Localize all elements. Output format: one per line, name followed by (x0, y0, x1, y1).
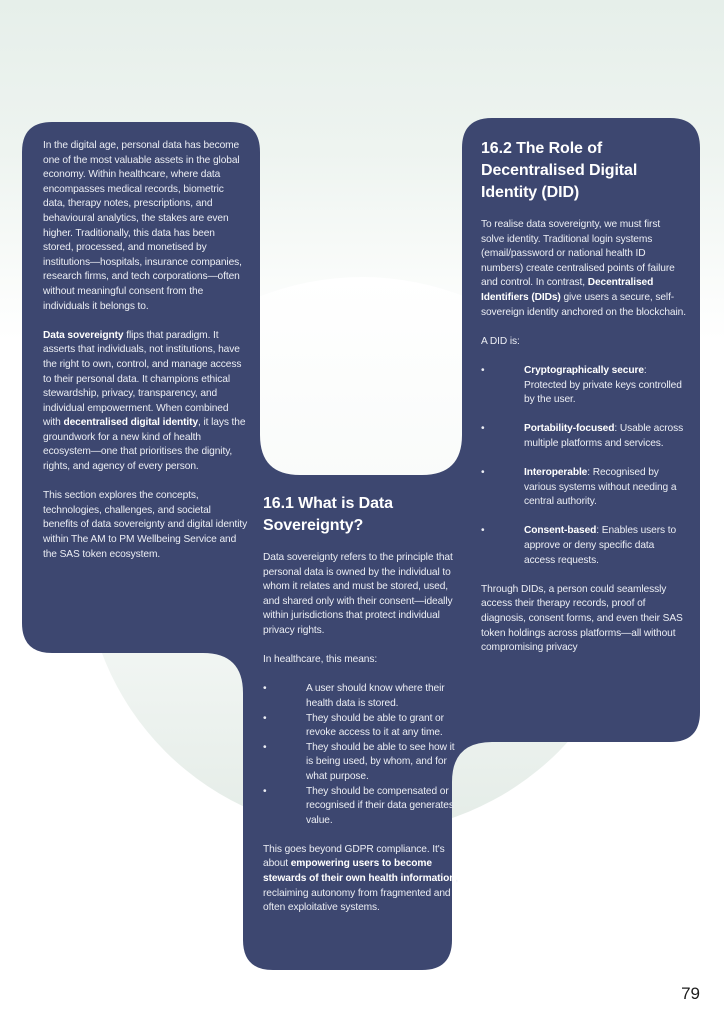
bullet-icon: • (481, 467, 485, 479)
intro-column (43, 139, 248, 577)
text: A DID is: (481, 335, 520, 347)
text: This section explores the concepts, technologies, challenges, and societal benefits of data sovereignty and digital identity within The AM to PM Wellbeing Service and the SAS token ecosystem. (43, 490, 248, 560)
bullet-icon: • (263, 712, 267, 724)
bullet-item (263, 741, 459, 785)
bullet-item (481, 466, 686, 510)
paragraph (481, 335, 686, 350)
bullet-icon: • (481, 525, 485, 537)
bold-text: decentralised digital identity (63, 417, 199, 429)
paragraph (263, 843, 459, 916)
text: A user should know where their health data is stored. (306, 683, 445, 709)
text: Data sovereignty refers to the principle that personal data is owned by the individual to whom it relates and must be stored, used, and shared only with their consent—ideally within jurisdictions that protect individual privacy rights. (263, 552, 453, 636)
text: : Usable across multiple platforms and services. (524, 423, 684, 449)
bold-text: Cryptographically secure (524, 364, 644, 376)
bold-text: Data sovereignty (43, 329, 124, 341)
text: Through DIDs, a person could seamlessly access their therapy records, proof of diagnosis, consent forms, and even their SAS token holdings across platforms—all without compromising privacy (481, 583, 683, 654)
text: This goes beyond GDPR compliance. It's about (263, 843, 445, 870)
paragraph (43, 489, 248, 562)
bullet-item (263, 785, 459, 829)
text: To realise data sovereignty, we must first solve identity. Traditional login systems (email/password or national health ID numbers) create centralised points of failure and control. In contrast, (481, 219, 675, 289)
text: : Enables users to approve or deny specific data access requests. (524, 525, 677, 566)
bullet-icon: • (263, 785, 267, 797)
section-heading: 16.2 The Role of Decentralised Digital Identity (DID) (481, 140, 638, 201)
bold-text: Interoperable (524, 467, 588, 479)
bullet-icon: • (263, 741, 267, 753)
text: , reclaiming autonomy from fragmented and often exploitative systems. (263, 873, 459, 914)
text: : Recognised by various systems without needing a central authority. (524, 467, 677, 508)
text: : Protected by private keys controlled by the user. (524, 364, 682, 406)
section-16-1 (263, 493, 459, 930)
bullet-item (481, 524, 686, 568)
text: , it lays the groundwork for a new kind of health ecosystem—one that prioritises the dignity, rights, and agency of every person. (43, 417, 246, 473)
text: They should be compensated or recognised if their data generates value. (306, 785, 454, 826)
text: They should be able to see how it is being used, by whom, and for what purpose. (306, 741, 455, 782)
bullet-item (481, 422, 686, 451)
text: flips that paradigm. It asserts that individuals, not institutions, have the right to own, control, and manage access to their personal data. It champions ethical stewardship, privacy, transparency, and individual empowerment. When combined with (43, 329, 242, 429)
paragraph (263, 653, 459, 668)
bullet-icon: • (481, 423, 485, 435)
bold-text: empowering users to become stewards of their own health information (263, 858, 456, 885)
section-heading: 16.1 What is Data Sovereignty? (263, 495, 393, 534)
text: In the digital age, personal data has become one of the most valuable assets in the global economy. Within healthcare, where data encompasses medical records, biometric data, therapy notes, prescriptions, and behavioural analytics, the stakes are even higher. Traditionally, this data has been stored, processed, and monetised by institutions—hospitals, insurance companies, research firms, and tech corporations—often without meaningful consent from the individuals it belongs to. (43, 140, 242, 312)
bullet-item (481, 364, 686, 408)
paragraph (43, 329, 248, 475)
bullet-item (263, 712, 459, 741)
section-16-2 (481, 138, 686, 670)
bullet-item (263, 682, 459, 711)
bullet-icon: • (481, 364, 485, 376)
bullet-icon: • (263, 683, 267, 695)
page-number: 79 (681, 984, 700, 1003)
bold-text: Decentralised Identifiers (DIDs) (481, 277, 654, 303)
text: In healthcare, this means: (263, 654, 378, 666)
text: give users a secure, self-sovereign identity anchored on the blockchain. (481, 291, 686, 318)
paragraph (481, 218, 686, 320)
bold-text: Portability-focused (524, 423, 615, 435)
paragraph (43, 139, 248, 314)
paragraph (481, 583, 686, 656)
text: They should be able to grant or revoke access to it at any time. (306, 712, 444, 739)
bold-text: Consent-based (524, 525, 597, 537)
paragraph (263, 551, 459, 639)
